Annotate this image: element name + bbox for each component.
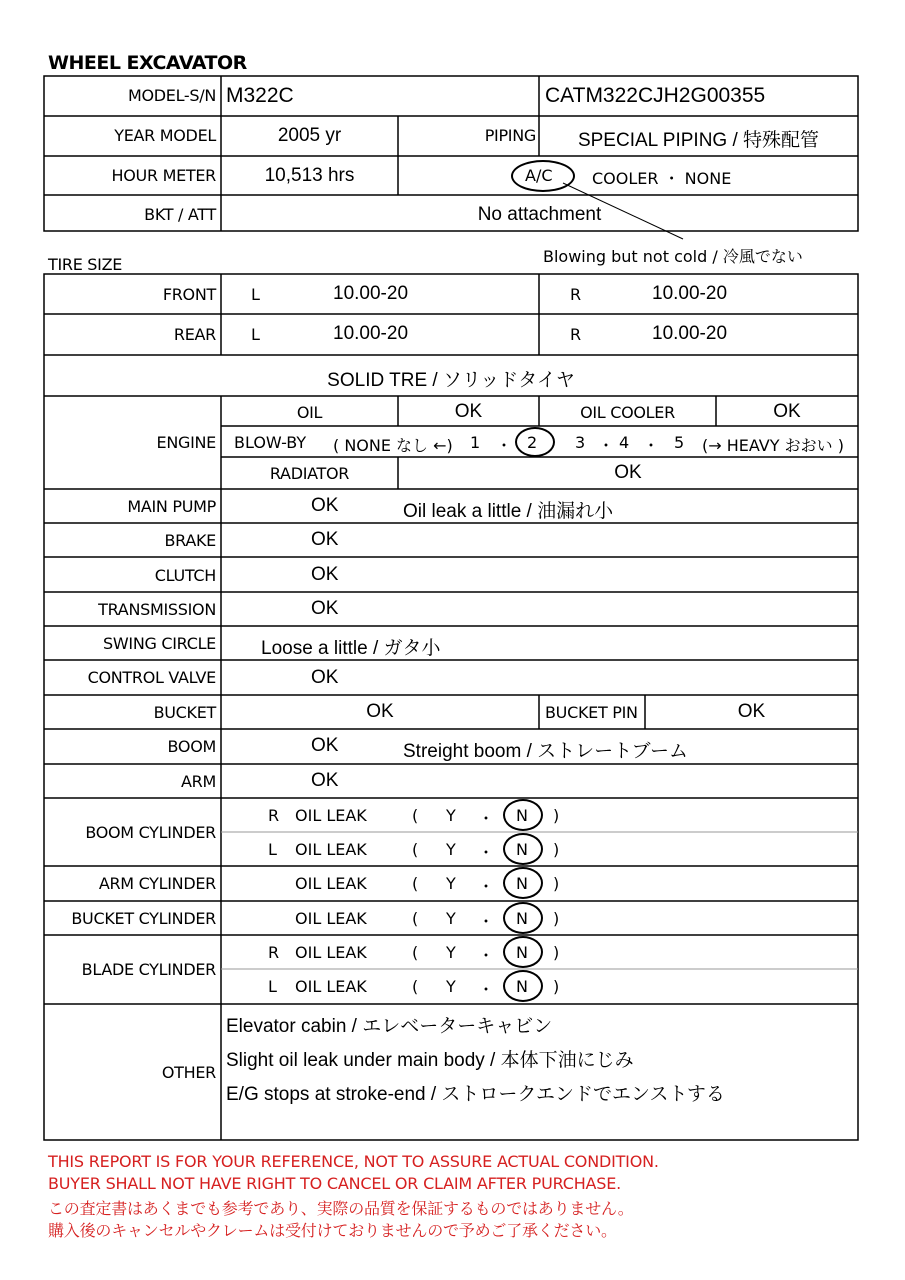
blowby-level-3: 3 <box>575 433 586 452</box>
blowby-level-2: 2 <box>527 433 538 452</box>
ac-option: A/C <box>525 166 553 185</box>
option-yes: Y <box>446 977 456 996</box>
blowby-selection-circle <box>515 427 555 457</box>
tire-rear-l-side: L <box>251 325 260 344</box>
other-line: E/G stops at stroke-end / ストロークエンドでエンストする <box>226 1084 725 1105</box>
oil-leak-label: OIL LEAK <box>295 909 367 928</box>
page-title: WHEEL EXCAVATOR <box>48 52 247 74</box>
radiator-label: RADIATOR <box>269 464 350 483</box>
open-paren: ( <box>412 909 419 928</box>
blowby-level-4: 4 <box>619 433 630 452</box>
main-pump-note: Oil leak a little / 油漏れ小 <box>403 501 614 522</box>
option-separator: ・ <box>478 877 495 896</box>
blowby-separator: ・ <box>643 436 660 455</box>
option-separator: ・ <box>478 843 495 862</box>
open-paren: ( <box>412 874 419 893</box>
ac-other-options: COOLER ・ NONE <box>592 169 732 188</box>
piping-value: SPECIAL PIPING / 特殊配管 <box>577 130 820 151</box>
blowby-scale-left: ( NONE なし ←) <box>333 436 453 455</box>
hour-meter-value: 10,513 hrs <box>264 165 355 186</box>
tire-front-r-side: R <box>570 285 582 304</box>
arm-label: ARM <box>181 772 216 791</box>
control-valve-label: CONTROL VALVE <box>87 668 216 687</box>
piping-label: PIPING <box>484 126 536 145</box>
option-no: N <box>516 977 528 996</box>
bucket-label: BUCKET <box>153 703 216 722</box>
hour-meter-label: HOUR METER <box>111 166 216 185</box>
other-line: Slight oil leak under main body / 本体下油にじみ <box>226 1050 634 1071</box>
option-separator: ・ <box>478 946 495 965</box>
open-paren: ( <box>412 977 419 996</box>
radiator-value: OK <box>614 462 642 483</box>
no-selection-circle <box>503 867 543 899</box>
no-selection-circle <box>503 970 543 1002</box>
oil-cooler-label: OIL COOLER <box>580 403 675 422</box>
boom-note: Streight boom / ストレートブーム <box>403 741 688 762</box>
bucket-pin-value: OK <box>737 701 766 722</box>
other-label: OTHER <box>161 1063 216 1082</box>
engine-label: ENGINE <box>156 433 216 452</box>
option-no: N <box>516 874 528 893</box>
blowby-scale-right: (→ HEAVY おおい ) <box>702 436 844 455</box>
other-line: Elevator cabin / エレベーターキャビン <box>226 1016 553 1037</box>
engine-oil-value: OK <box>454 401 483 422</box>
boom-value: OK <box>311 735 339 756</box>
close-paren: ) <box>553 874 560 893</box>
close-paren: ) <box>553 909 560 928</box>
option-no: N <box>516 943 528 962</box>
tire-front-l-side: L <box>251 285 260 304</box>
option-separator: ・ <box>478 912 495 931</box>
no-selection-circle <box>503 902 543 934</box>
option-yes: Y <box>446 874 456 893</box>
cylinder-side: L <box>268 977 277 996</box>
model-value: M322C <box>226 84 294 107</box>
open-paren: ( <box>412 806 419 825</box>
tire-note: SOLID TRE / ソリッドタイヤ <box>327 370 575 391</box>
control-valve-value: OK <box>311 667 339 688</box>
main-pump-label: MAIN PUMP <box>127 497 216 516</box>
bucket-cylinder-label: BUCKET CYLINDER <box>71 909 216 928</box>
model-sn-label: MODEL-S/N <box>127 86 216 105</box>
close-paren: ) <box>553 943 560 962</box>
transmission-label: TRANSMISSION <box>98 600 216 619</box>
tire-size-heading: TIRE SIZE <box>48 255 123 274</box>
no-selection-circle <box>503 936 543 968</box>
disclaimer-line: BUYER SHALL NOT HAVE RIGHT TO CANCEL OR CLAIM AFTER PURCHASE. <box>48 1174 622 1193</box>
main-pump-value: OK <box>311 495 339 516</box>
bkt-att-value: No attachment <box>477 204 602 225</box>
engine-oil-label: OIL <box>296 403 323 422</box>
oil-leak-label: OIL LEAK <box>295 840 367 859</box>
close-paren: ) <box>553 977 560 996</box>
open-paren: ( <box>412 943 419 962</box>
blade-cylinder-label: BLADE CYLINDER <box>81 960 216 979</box>
tire-front-r-value: 10.00-20 <box>652 283 728 304</box>
oil-cooler-value: OK <box>773 401 801 422</box>
oil-leak-label: OIL LEAK <box>295 977 367 996</box>
year-model-label: YEAR MODEL <box>114 126 216 145</box>
tire-rear-label: REAR <box>173 325 216 344</box>
oil-leak-label: OIL LEAK <box>295 874 367 893</box>
close-paren: ) <box>553 840 560 859</box>
close-paren: ) <box>553 806 560 825</box>
tire-rear-r-value: 10.00-20 <box>652 323 728 344</box>
tire-rear-r-side: R <box>570 325 582 344</box>
boom-label: BOOM <box>167 737 216 756</box>
clutch-value: OK <box>311 564 339 585</box>
option-yes: Y <box>446 806 456 825</box>
disclaimer-line: この査定書はあくまでも参考であり、実際の品質を保証するものではありません。 <box>48 1199 634 1218</box>
option-yes: Y <box>446 943 456 962</box>
transmission-value: OK <box>311 598 339 619</box>
option-separator: ・ <box>478 809 495 828</box>
brake-label: BRAKE <box>164 531 216 550</box>
brake-value: OK <box>311 529 339 550</box>
option-no: N <box>516 840 528 859</box>
bkt-att-label: BKT / ATT <box>144 205 216 224</box>
option-yes: Y <box>446 909 456 928</box>
oil-leak-label: OIL LEAK <box>295 943 367 962</box>
arm-value: OK <box>311 770 339 791</box>
no-selection-circle <box>503 799 543 831</box>
tire-front-label: FRONT <box>162 285 216 304</box>
cylinder-side: R <box>268 806 280 825</box>
option-no: N <box>516 806 528 825</box>
boom-cylinder-label: BOOM CYLINDER <box>85 823 216 842</box>
clutch-label: CLUTCH <box>154 566 216 585</box>
option-yes: Y <box>446 840 456 859</box>
arm-cylinder-label: ARM CYLINDER <box>98 874 216 893</box>
tire-rear-l-value: 10.00-20 <box>333 323 409 344</box>
blowby-level-5: 5 <box>674 433 685 452</box>
bucket-value: OK <box>366 701 394 722</box>
swing-circle-label: SWING CIRCLE <box>103 634 216 653</box>
cylinder-side: R <box>268 943 280 962</box>
ac-selection-circle <box>511 160 575 192</box>
blowby-separator: ・ <box>496 436 513 455</box>
no-selection-circle <box>503 833 543 865</box>
bucket-pin-label: BUCKET PIN <box>545 703 638 722</box>
swing-circle-value: Loose a little / ガタ小 <box>261 638 441 659</box>
cylinder-side: L <box>268 840 277 859</box>
ac-note: Blowing but not cold / 冷風でない <box>543 247 803 266</box>
blowby-level-1: 1 <box>470 433 481 452</box>
serial-value: CATM322CJH2G00355 <box>545 84 766 107</box>
option-separator: ・ <box>478 980 495 999</box>
blowby-label: BLOW-BY <box>234 433 307 452</box>
oil-leak-label: OIL LEAK <box>295 806 367 825</box>
blowby-separator: ・ <box>598 436 615 455</box>
disclaimer-line: THIS REPORT IS FOR YOUR REFERENCE, NOT TO ASSURE ACTUAL CONDITION. <box>48 1152 659 1171</box>
tire-front-l-value: 10.00-20 <box>333 283 409 304</box>
year-model-value: 2005 yr <box>277 125 342 146</box>
disclaimer-line: 購入後のキャンセルやクレームは受付けておりませんので予めご了承ください。 <box>48 1221 617 1240</box>
option-no: N <box>516 909 528 928</box>
open-paren: ( <box>412 840 419 859</box>
